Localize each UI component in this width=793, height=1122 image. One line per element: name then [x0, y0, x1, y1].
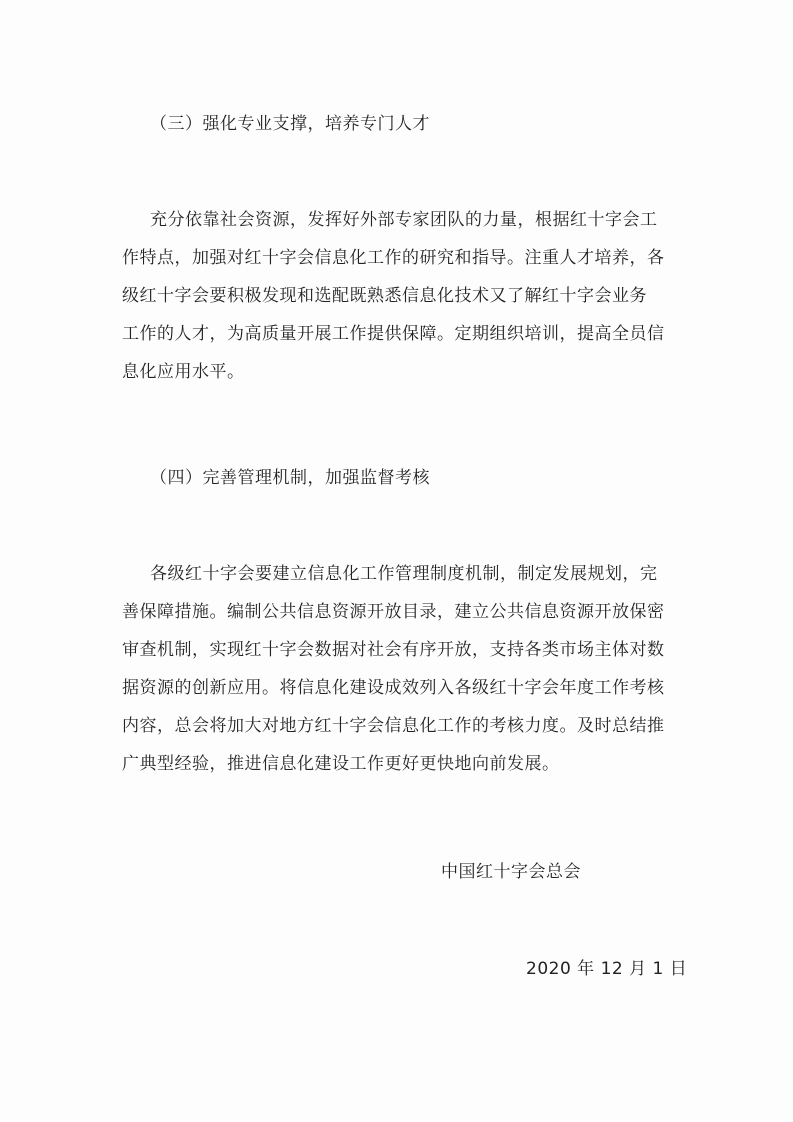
paragraph-talent [122, 201, 687, 391]
paragraph-line: 工作的人才，为高质量开展工作提供保障。定期组织培训，提高全员信 [122, 324, 665, 344]
paragraph-line: 广典型经验，推进信息化建设工作更好更快地向前发展。 [122, 754, 560, 774]
paragraph-line: 充分依靠社会资源，发挥好外部专家团队的力量，根据红十字会工 [150, 210, 658, 230]
paragraph-management [122, 555, 687, 783]
section-heading-3: （三）强化专业支撑，培养专门人才 [150, 114, 430, 134]
issuer-signature: 中国红十字会总会 [441, 862, 581, 882]
paragraph-line: 息化应用水平。 [122, 362, 245, 382]
paragraph-line: 据资源的创新应用。将信息化建设成效列入各级红十字会年度工作考核 [122, 678, 665, 698]
paragraph-line: 级红十字会要积极发现和选配既熟悉信息化技术又了解红十字会业务 [122, 286, 647, 306]
issue-date: 2020 年 12 月 1 日 [526, 959, 688, 979]
paragraph-line: 各级红十字会要建立信息化工作管理制度机制，制定发展规划，完 [150, 564, 658, 584]
paragraph-line: 作特点，加强对红十字会信息化工作的研究和指导。注重人才培养，各 [122, 248, 665, 268]
section-heading-4: （四）完善管理机制，加强监督考核 [150, 468, 430, 488]
paragraph-line: 内容，总会将加大对地方红十字会信息化工作的考核力度。及时总结推 [122, 716, 665, 736]
paragraph-line: 审查机制，实现红十字会数据对社会有序开放，支持各类市场主体对数 [122, 640, 665, 660]
paragraph-line: 善保障措施。编制公共信息资源开放目录，建立公共信息资源开放保密 [122, 602, 665, 622]
